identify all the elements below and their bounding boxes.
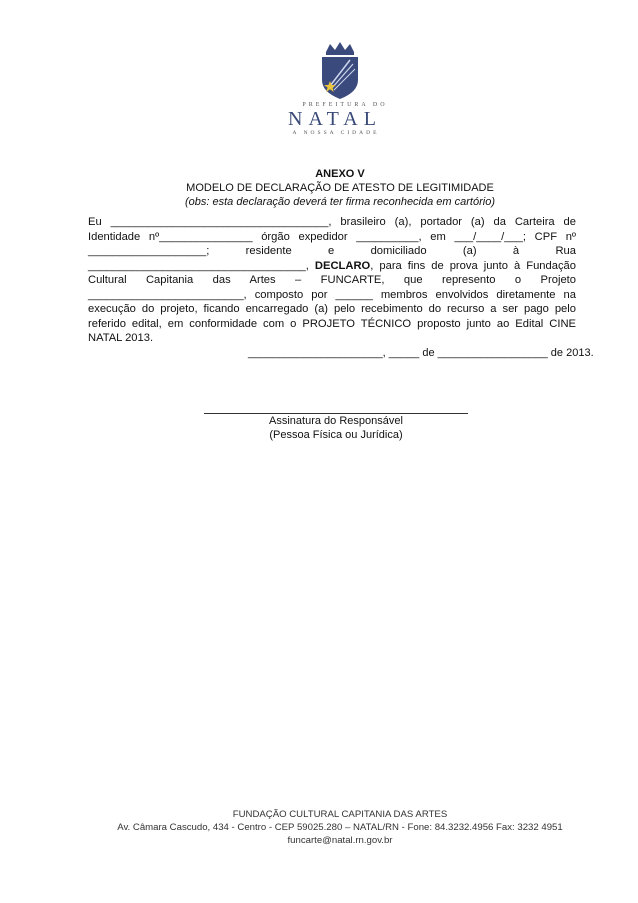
signature-sublabel: (Pessoa Física ou Jurídica): [269, 429, 403, 441]
date-line: ______________________, _____ de __________________ de 2013.: [248, 347, 594, 359]
declaration-text-part2: , para fins de prova junto à Fundação Cultural Capitania das Artes – FUNCARTE, que represento o Projeto _________________________, composto por ______ membros envolvidos diretamente na execução do projeto, ficando encarregado (a) pelo recebimento do recurso a ser pago pelo referido edital, em conformidade com o PROJETO TÉCNICO proposto junto ao Edital CINE NATAL 2013.: [88, 259, 576, 344]
document-title: MODELO DE DECLARAÇÃO DE ATESTO DE LEGITIMIDADE: [186, 182, 494, 194]
declaration-text-part1: Eu ___________________________________, brasileiro (a), portador (a) da Carteira de Identidade nº_______________ órgão expedidor __________, em ___/____/___; CPF nº ___________________; residente e domiciliado (a) à Rua ___________________________________,: [88, 216, 576, 272]
annex-heading: ANEXO V: [315, 168, 365, 180]
prefeitura-logo: [290, 42, 390, 154]
document-note: (obs: esta declaração deverá ter firma reconhecida em cartório): [185, 196, 495, 208]
shield-emblem-icon: [316, 42, 364, 100]
logo-main-text: NATAL: [288, 108, 382, 130]
footer-address: Av. Câmara Cascudo, 434 - Centro - CEP 59025.280 – NATAL/RN - Fone: 84.3232.4956 Fax: 3232 4951: [117, 822, 563, 833]
footer-organization: FUNDAÇÃO CULTURAL CAPITANIA DAS ARTES: [232, 809, 448, 820]
declaration-body: [88, 215, 576, 346]
signature-label: Assinatura do Responsável: [269, 415, 403, 427]
logo-tagline: A NOSSA CIDADE: [292, 130, 380, 136]
logo-top-text: PREFEITURA DO: [302, 102, 388, 108]
declaro-keyword: DECLARO: [314, 259, 371, 272]
footer-email: funcarte@natal.rn.gov.br: [287, 835, 393, 846]
